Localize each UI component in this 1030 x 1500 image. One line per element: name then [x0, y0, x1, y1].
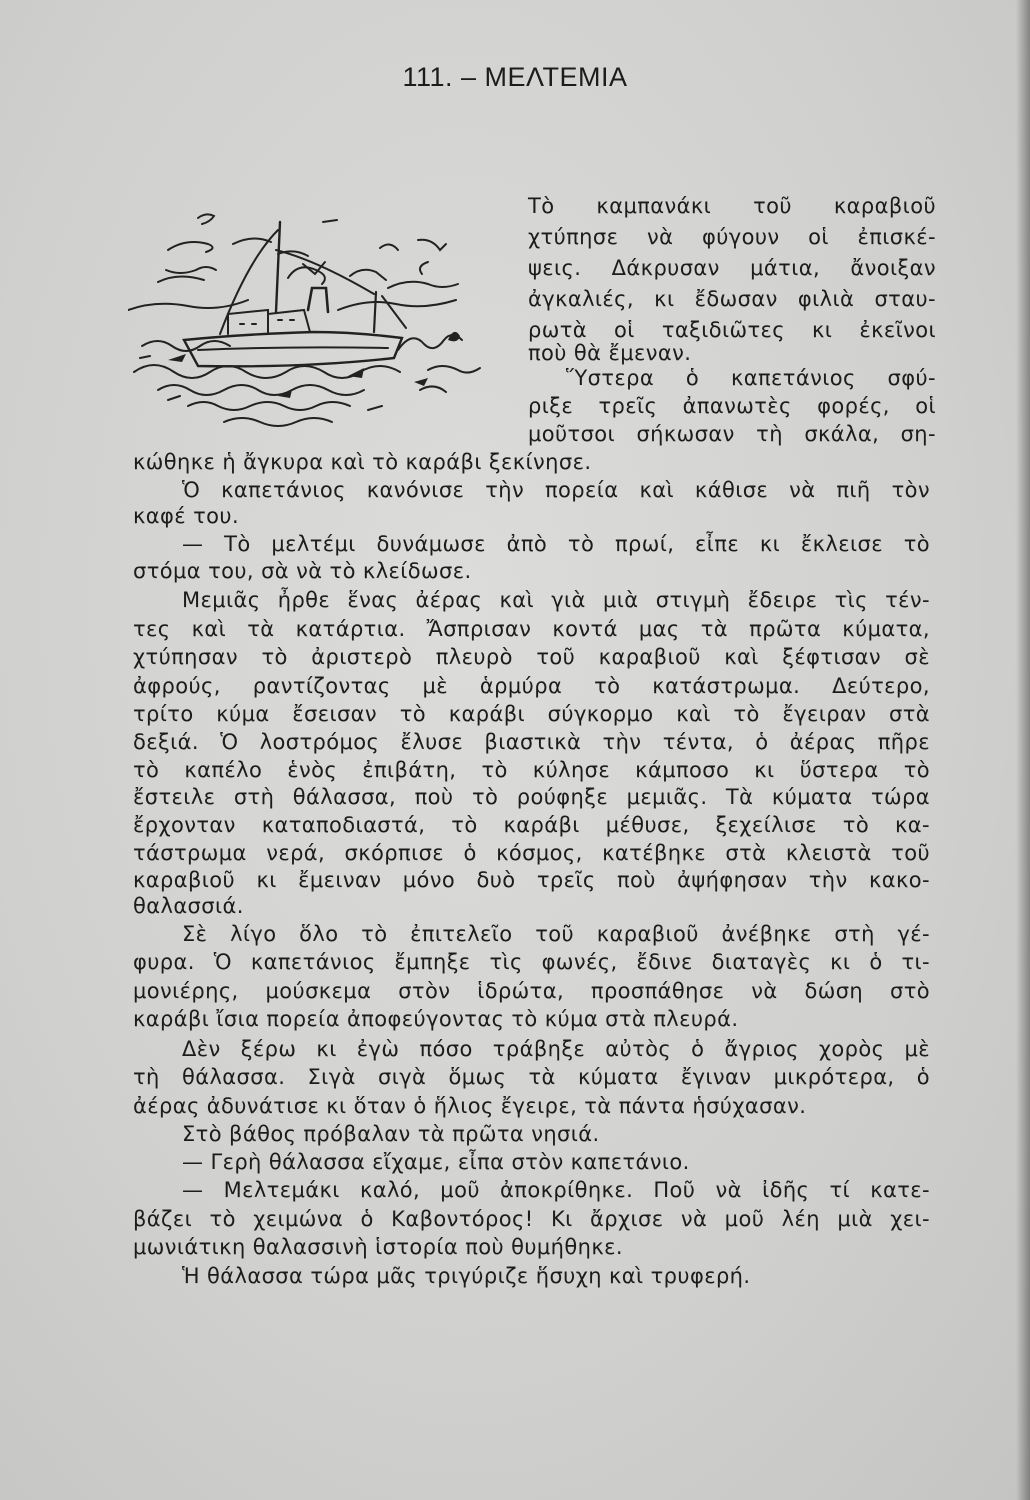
text-line: βάζει τὸ χειμώνα ὁ Καβοντόρος! Κι ἄρχισε νὰ μοῦ λέη μιὰ χει-: [133, 1207, 930, 1231]
text-line: Ἡ θάλασσα τώρα μᾶς τριγύριζε ἥσυχη καὶ τρυφερή.: [182, 1264, 751, 1288]
text-line: ποὺ θὰ ἔμεναν.: [528, 341, 692, 365]
text-line: ἔρχονταν καταποδιαστά, τὸ καράβι μέθυσε, ξεχείλισε τὸ κα-: [133, 813, 930, 837]
text-line: Δὲν ξέρω κι ἐγὼ πόσο τράβηξε αὐτὸς ὁ ἄγριος χορὸς μὲ: [182, 1037, 930, 1061]
text-line: μωνιάτικη θαλασσινὴ ἱστορία ποὺ θυμήθηκε.: [133, 1235, 623, 1259]
text-line: χτύπησε νὰ φύγουν οἱ ἐπισκέ-: [528, 225, 936, 249]
text-line: δεξιά. Ὁ λοστρόμος ἔλυσε βιαστικὰ τὴν τέντα, ὁ ἀέρας πῆρε: [133, 730, 930, 754]
text-line: ἀγκαλιές, κι ἔδωσαν φιλιὰ σταυ-: [528, 287, 936, 311]
text-line: κώθηκε ἡ ἄγκυρα καὶ τὸ καράβι ξεκίνησε.: [133, 450, 592, 474]
text-line: φυρα. Ὁ καπετάνιος ἔμπηξε τὶς φωνές, ἔδινε διαταγὲς κι ὁ τι-: [133, 950, 930, 974]
text-line: καφέ του.: [133, 504, 240, 528]
text-line: Μεμιᾶς ἦρθε ἕνας ἀέρας καὶ γιὰ μιὰ στιγμὴ ἔδειρε τὶς τέν-: [182, 588, 930, 612]
text-line: τες καὶ τὰ κατάρτια. Ἄσπρισαν κοντά μας τὰ πρῶτα κύματα,: [133, 617, 930, 641]
page-edge-shadow: [1016, 0, 1030, 1500]
text-line: ἀφρούς, ραντίζοντας μὲ ἁρμύρα τὸ κατάστρωμα. Δεύτερο,: [133, 674, 930, 698]
text-line: ἔστειλε στὴ θάλασσα, ποὺ τὸ ρούφηξε μεμιᾶς. Τὰ κύματα τώρα: [133, 785, 930, 809]
text-line: μοῦτσοι σήκωσαν τὴ σκάλα, ση-: [528, 422, 936, 446]
text-line: θαλασσιά.: [133, 894, 244, 918]
text-line: Σὲ λίγο ὅλο τὸ ἐπιτελεῖο τοῦ καραβιοῦ ἀνέβηκε στὴ γέ-: [182, 922, 930, 946]
text-line: Ὕστερα ὁ καπετάνιος σφύ-: [566, 366, 936, 390]
text-line: τάστρωμα νερά, σκόρπισε ὁ κόσμος, κατέβηκε στὰ κλειστὰ τοῦ: [133, 841, 930, 865]
text-line: ρωτὰ οἱ ταξιδιῶτες κι ἐκεῖνοι: [528, 318, 936, 342]
text-line: στόμα του, σὰ νὰ τὸ κλείδωσε.: [133, 559, 472, 583]
text-line: — Γερὴ θάλασσα εἴχαμε, εἶπα στὸν καπετάνιο.: [182, 1150, 690, 1174]
text-line: τὸ καπέλο ἑνὸς ἐπιβάτη, τὸ κύλησε κάμποσο κι ὕστερα τὸ: [133, 758, 930, 782]
text-line: χτύπησαν τὸ ἀριστερὸ πλευρὸ τοῦ καραβιοῦ καὶ ξέφτισαν σὲ: [133, 645, 930, 669]
text-line: Ὁ καπετάνιος κανόνισε τὴν πορεία καὶ κάθισε νὰ πιῆ τὸν: [182, 478, 930, 502]
text-line: — Μελτεμάκι καλό, μοῦ ἀποκρίθηκε. Ποῦ νὰ ἰδῆς τί κατε-: [182, 1178, 930, 1202]
text-line: τὴ θάλασσα. Σιγὰ σιγὰ ὅμως τὰ κύματα ἔγιναν μικρότερα, ὁ: [133, 1065, 930, 1089]
text-line: Στὸ βάθος πρόβαλαν τὰ πρῶτα νησιά.: [182, 1122, 600, 1146]
text-line: τρίτο κύμα ἔσεισαν τὸ καράβι σύγκορμο καὶ τὸ ἔγειραν στὰ: [133, 702, 930, 726]
text-line: Τὸ καμπανάκι τοῦ καραβιοῦ: [528, 194, 936, 218]
ship-sea-illustration: [128, 200, 508, 435]
text-line: — Τὸ μελτέμι δυνάμωσε ἀπὸ τὸ πρωί, εἶπε κι ἔκλεισε τὸ: [182, 532, 930, 556]
text-line: ψεις. Δάκρυσαν μάτια, ἄνοιξαν: [528, 256, 936, 280]
text-line: ἀέρας ἀδυνάτισε κι ὅταν ὁ ἥλιος ἔγειρε, τὰ πάντα ἡσύχασαν.: [133, 1094, 807, 1118]
text-line: ριξε τρεῖς ἀπανωτὲς φορές, οἱ: [528, 394, 936, 418]
page-title: 111. – ΜΕΛΤΕΜΙΑ: [402, 62, 628, 92]
text-line: μονιέρης, μούσκεμα στὸν ἱδρώτα, προσπάθησε νὰ δώση στὸ: [133, 979, 930, 1003]
text-line: καράβι ἴσια πορεία ἀποφεύγοντας τὸ κύμα στὰ πλευρά.: [133, 1007, 739, 1031]
text-line: καραβιοῦ κι ἔμειναν μόνο δυὸ τρεῖς ποὺ ἀψήφησαν τὴν κακο-: [133, 868, 930, 892]
